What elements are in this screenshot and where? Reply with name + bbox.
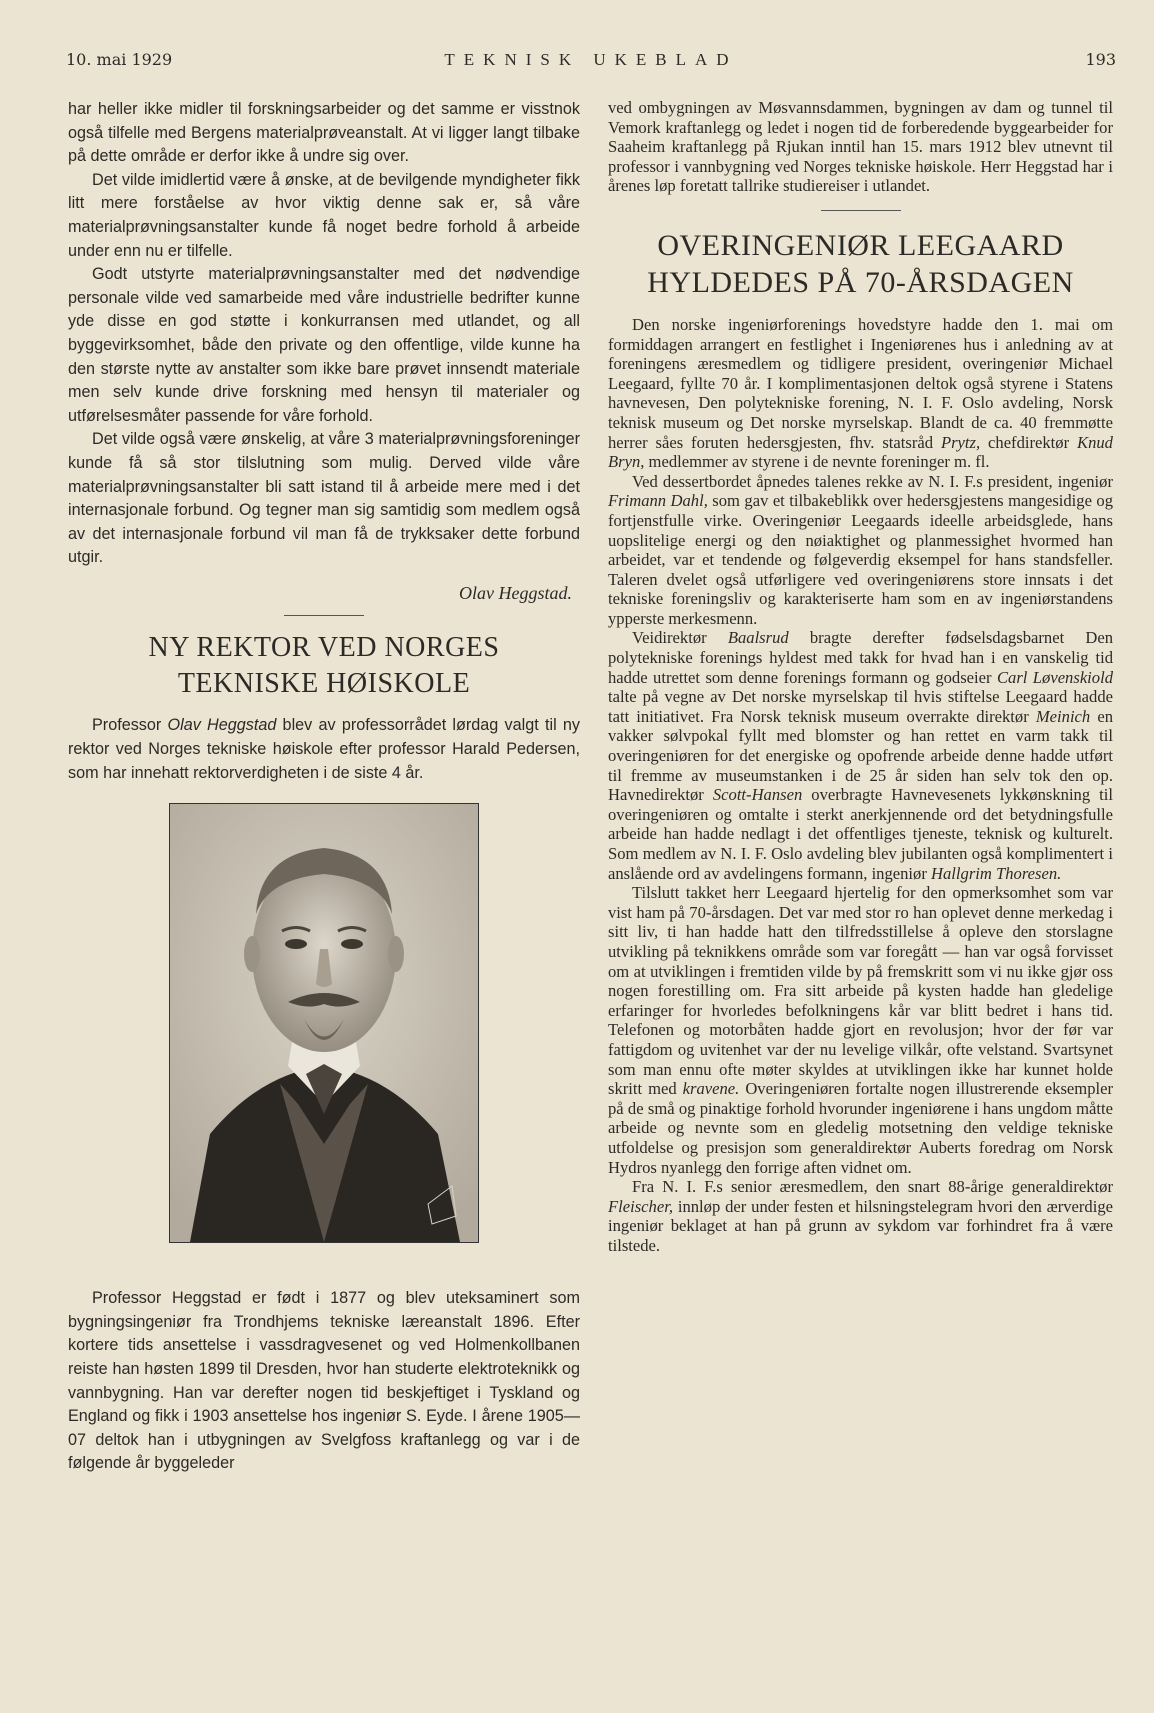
left-column	[68, 98, 580, 1476]
article-body: Professor Heggstad er født i 1877 og blev uteksaminert som bygningsingeniør fra Trondhjems tekniske læreanstalt 1896. Efter kortere tids ansettelse i vassdragvesenet og ved Holmenkollbanen reiste han høsten 1899 til Dresden, hvor han studerte elektroteknikk og vannbygning. Han var derefter nogen tid beskjeftiget i Tyskland og England og fikk i 1903 ansettelse hos ingeniør S. Eyde. I årene 1905—07 deltok han i utbygningen av Svelgfoss kraftanlegg og var i de følgende år byggeleder	[68, 1289, 580, 1473]
paragraph: Det vilde også være ønskelig, at våre 3 materialprøvningsforeninger kunde få så stor tilslutning som mulig. Derved vilde våre materialprøvningsanstalter bli satt istand til å arbeide mere med i det internasjonale forbund. Og tegner man sig samtidig som medlem også av det internasjonale forbund vil man få de trykksaker dette forbund utgir.	[68, 430, 580, 567]
page-number: 193	[1085, 50, 1116, 69]
headline-line: HYLDEDES PÅ 70-ÅRSDAGEN	[647, 265, 1074, 299]
section-divider	[821, 210, 901, 211]
paragraph: Det vilde imidlertid være å ønske, at de bevilgende myndigheter fikk litt mere forståelse av hvor viktig denne sak er, så våre materialprøvningsanstalter kunde få noget bedre forhold å arbeide under enn nu er tilfelle.	[68, 170, 580, 260]
issue-date: 10. mai 1929	[66, 50, 173, 69]
journal-title: TEKNISK UKEBLAD	[444, 50, 738, 69]
section-divider	[284, 615, 364, 616]
paragraph: ved ombygningen av Møsvannsdammen, bygningen av dam og tunnel til Vemork kraftanlegg og ledet i nogen tid de forberedende byggearbeider for Saaheim kraftanlegg på Rjukan inntil han 15. mars 1912 blev utnevnt til professor i vannbygning ved Norges tekniske høiskole. Herr Heggstad har i årenes løp foretatt tallrike studiereiser i utlandet.	[608, 98, 1113, 196]
right-column	[608, 98, 1113, 1255]
paragraph: Den norske ingeniørforenings hovedstyre hadde den 1. mai om formiddagen arrangert en festlighet i Ingeniørenes hus i anledning av at foreningens æresmedlem og tidligere president, overingeniør Michael Leegaard, fyllte 70 år. I komplimentasjonen deltok også styrene i Statens havnevesen, Den polytekniske forening, N. I. F. Oslo avdeling, Norsk teknisk museum og Det norske myrselskap. Blandt de ca. 40 fremmøtte herrer såes foruten hedersgjesten, fhv. statsråd Prytz, chefdirektør Knud Bryn, medlemmer av styrene i de nevnte foreninger m. fl.	[608, 314, 1113, 472]
paragraph: Tilslutt takket herr Leegaard hjertelig for den opmerksomhet som var vist ham på 70-årsdagen. Det var med stor ro han oplevet denne merkedag i sitt liv, ti han hadde hatt den tilfredsstillelse å opleve den storslagne utvikling på teknikkens område som var foregått — han var også forvisset om at utviklingen i fremtiden vilde by på fremskritt som vi nu ikke gjør oss nogen forestilling om. Fra sitt arbeide på kysten hadde han gledelige erfaringer for hvorledes befolkningens kår var blitt bedret i hans tid. Telefonen og motorbåten hadde gjort en revolusjon; hvor der før var fattigdom og uvitenhet var der nu levelige vilkår, ofte velstand. Svartsynet som man ennu ofte møter skyldes at utviklingen ikke har kunnet holde skritt med kravene. Overingeniøren fortalte nogen illustrerende eksempler på de små og pinaktige forhold hvorunder ingeniørene i hans ungdom måtte arbeide og nevnte som en gledelig motsetning den veldige tekniske utfoldelse og presisjon som generaldirektør Auberts foredrag om Norsk Hydros nyanlegg den forrige aften vidnet om.	[608, 883, 1113, 1177]
portrait-photo	[169, 803, 479, 1243]
article-headline	[608, 227, 1113, 301]
paragraph: Godt utstyrte materialprøvningsanstalter med det nødvendige personale vilde ved samarbeide med våre industrielle bedrifter kunne yde disse en god støtte i konkurransen med utlandet, og all byggevirksomhet, både den private og den offentlige, vilde kunne ha den største nytte av anstalter som ikke bare prøvet innsendt materiale men selv kunde drive forskning med hensyn til materialer og utførelsesmåter passende for våre forhold.	[68, 265, 580, 425]
headline-line: OVERINGENIØR LEEGAARD	[657, 228, 1064, 262]
page-header	[66, 50, 1116, 74]
headline-line: NY REKTOR VED NORGES	[148, 632, 500, 664]
paragraph: Ved dessertbordet åpnedes talenes rekke av N. I. F.s president, ingeniør Frimann Dahl, som gav et tilbakeblikk over hedersgjestens mangesidige og fortjenstfulle virke. Overingeniør Leegaards ideelle arbeidsglede, hans uopslitelige energi og den nøiaktighet og planmessighet hvormed han arbeidet, var et tendende og følgeverdig eksempel for hans standsfeller. Taleren dvelet også utførligere ved overingeniørens store innsats i det tekniske foreningsliv og karakteriserte ham som en av ingeniørstandens ypperste merkesmenn.	[608, 471, 1113, 628]
paragraph: har heller ikke midler til forskningsarbeider og det samme er visstnok også tilfelle med Bergens materialprøveanstalt. At vi ligger langt tilbake på dette område er derfor ikke å undre sig over.	[68, 100, 580, 166]
paragraph: Veidirektør Baalsrud bragte derefter fødselsdagsbarnet Den polytekniske forenings hyldest med takk for hvad han i en vanskelig tid hadde utrettet som denne forenings formann og godseier Carl Løvenskiold talte på vegne av Det norske myrselskap til hvis stiftelse Leegaard hadde tatt initiativet. Fra Norsk teknisk museum overrakte direktør Meinich en vakker sølvpokal fyllt med blomster og han rettet en varm takk til overingeniøren for det energiske og opofrende arbeide denne hadde utført til fremme av museumstanken i de 25 år siden han selv tok den op. Havnedirektør Scott-Hansen overbragte Havnevesenets lykkønskning til overingeniøren og omtalte i sterkt anerkjennende ord det betydningsfulle arbeide han hadde nedlagt i det offentliges tjeneste, teknisk og kulturelt. Som medlem av N. I. F. Oslo avdeling blev jubilanten også komplimentert i anslående ord av avdelingens formann, ingeniør Hallgrim Thoresen.	[608, 628, 1114, 883]
paragraph: Fra N. I. F.s senior æresmedlem, den snart 88-årige generaldirektør Fleischer, innløp der under festen et hilsningstelegram hvori den ærverdige ingeniør beklaget at han på grunn av sykdom var forhindret fra å være tilstede.	[608, 1177, 1113, 1255]
article-headline	[68, 630, 580, 702]
author-signature: Olav Heggstad.	[459, 582, 572, 603]
spacer	[68, 1243, 580, 1287]
article-intro: Professor Olav Heggstad blev av professorrådet lørdag valgt til ny rektor ved Norges tekniske høiskole efter professor Harald Pedersen, som har innehatt rektorverdigheten i de siste 4 år.	[68, 716, 580, 782]
headline-line: TEKNISKE HØISKOLE	[177, 668, 471, 700]
